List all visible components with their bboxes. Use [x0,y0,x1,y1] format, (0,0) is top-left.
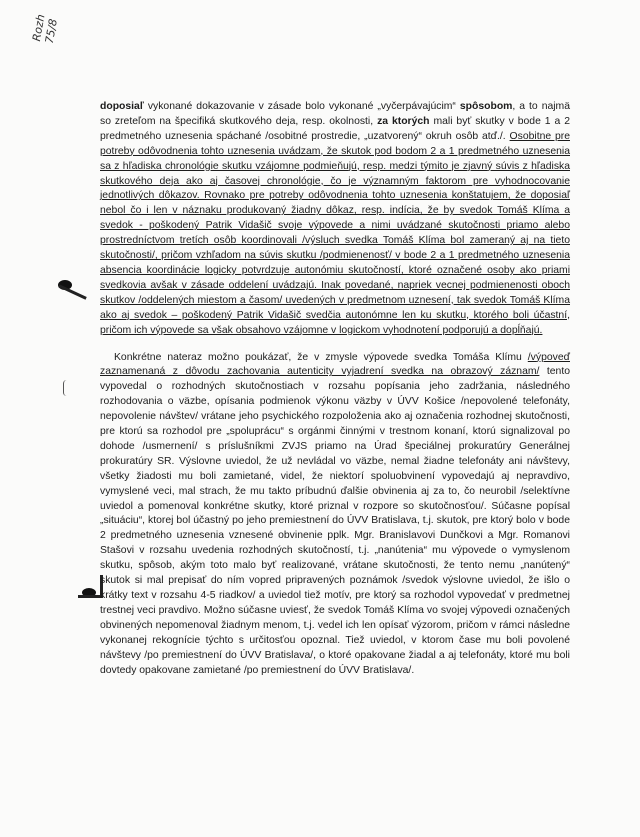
punch-mark-top [53,284,87,310]
paragraph2-segment: tento vypovedal o rozhodných skutočnostiach v rozsahu popísania jeho zadržania, následného rozhodovania o väzbe, opísania podmienok výkonu väzby v ÚVV Košice /nepovolené telefonáty, nepovolenie návštev/ vrátane jeho psychického rozpoloženia ako aj označenia rozhodnej skutočnosti, pre ktorú sa rozhodol pre „spoluprácu“ s orgánmi činnými v trestnom konaní, ktorú signalizoval po dohode /usmernení/ s príslušníkmi ZVJS priamo na Úrad špeciálnej prokuratúry Generálnej prokuratúry SR. Výslovne uviedol, že už nevládal vo väzbe, nemal žiadne telefonáty ani návštevy, všetky žiadosti mu boli zamietané, videl, že niektorí spoluobvinení vypovedajú aj nepravdivo, vymyslené veci, mal strach, že mu takto príbudnú ďalšie obvinenia aj za to, čo neurobil /selektívne uviedol a pomenoval konkrétne skutky, ktoré priznal v rozpore so skutočnosťou/. Súčasne popísal „situáciu“, ktorej bol účastný po jeho premiestnení do ÚVV Bratislava, t.j. skutok, pre ktorý bolo v bode 2 predmetného uznesenia vznesené obvinenie pplk. Mgr. Branislavovi Dunčkovi a Mgr. Romanovi Stašovi v rozsahu uvedenia rozhodných skutočností, t.j. „nanútenia“ mu výpovede o vymyslenom skutku, spôsob, akým toto malo byť realizované, vrátane skutočnosti, že tento nemu „nanútený“ skutok si mal prepisať do ním vopred pripravených poznámok /svedok výslovne uviedol, že išlo o krátky text v rozsahu 4-5 riadkov/ a uviedol tiež motív, pre ktorý sa rozhodol vypovedať v predmetnej trestnej veci pravdivo. Možno súčasne uviesť, že svedok Tomáš Klíma vo svojej výpovedi označených obvinených nepomenoval žiadnym menom, t.j. vedel ich len opísať výzorom, pričom v rámci následne vykonanej rekognície týchto s určitosťou opoznal. Tiež uviedol, v ktorom čase mu boli povolené návštevy /po premiestnení do ÚVV Bratislava/, o ktoré opakovane žiadal a aj telefonáty, ktoré mu boli dovtedy opakovane zamietané /po premiestnení do ÚVV Bratislava/. [100,366,571,676]
paragraph1-segment: vykonané dokazovanie v zásade bolo vykonané „vyčerpávajúcim“ [143,101,460,112]
paragraph1-segment: za ktorých [377,115,430,127]
paragraph2-segment: /výpoveď zaznamenaná z dôvodu zachovania autenticity vyjadrení svedka na obrazový záznam/ [100,351,570,378]
paragraph1-segment: spôsobom [459,101,513,112]
paragraph-1 [100,100,570,339]
paragraph2-segment: Konkrétne nateraz možno poukázať, že v zmysle výpovede svedka Tomáša Klímu [114,351,528,363]
document-body [100,100,570,678]
margin-handwritten-note: Rozh 75/8 [30,13,60,45]
paragraph1-segment: , a to najmä so zreteľom na špecifiká skutkového deja, resp. okolnosti, [100,101,570,127]
paragraph-2 [100,351,570,679]
paragraph1-segment: Osobitne pre potreby odôvodnenia tohto uznesenia uvádzam, že skutok pod bodom 2 a 1 predmetného uznesenia sa z hľadiska chronológie skutku vzájomne podmieňujú, resp. medzi týmito je zjavný súvis z hľadiska skutkového deja ako aj časovej chronológie, čo je významným faktorom pre vyhodnocovanie jednotlivých dôkazov. Rovnako pre potreby odôvodnenia tohto uznesenia konštatujem, že doposiaľ nebol čo i len v náznaku produkovaný žiadny dôkaz, resp. indícia, že by svedok Tomáš Klíma a svedok - poškodený Patrik Vidašič svoje výpovede a nimi uvádzané skutočnosti priamo alebo prostredníctvom tretích osôb koordinovali /výsluch svedka Tomáš Klíma bol zameraný aj na tieto skutočnosti/, pričom vzhľadom na súvis skutku /podmienenosť/ v bode 2 a 1 predmetného uznesenia absencia koordinácie logicky potvrdzuje autonómiu skutočností, ktoré označené osoby ako priami svedkovia avšak v zásade oddelení uvádzajú. Inak povedané, napriek vecnej podmienenosti oboch skutkov /oddelených miestom a časom/ uvedených v predmetnom uznesení, tak svedok Tomáš Klíma ako aj svedok – poškodený Patrik Vidašič svedčia autonómne len ku skutku, ktorého boli účastní, pričom ich výpovede sa však obsahovo vzájomne v logickom vyhodnotení podporujú a dopĺňajú. [100,130,570,336]
small-bracket-mark [63,380,70,396]
paragraph1-segment: mali byť skutky v bode 1 a 2 predmetného uznesenia spáchané /osobitné prostredie, „uzatvorený“ okruh osôb atď./. [100,115,570,142]
paragraph1-segment: doposiaľ [100,101,144,112]
